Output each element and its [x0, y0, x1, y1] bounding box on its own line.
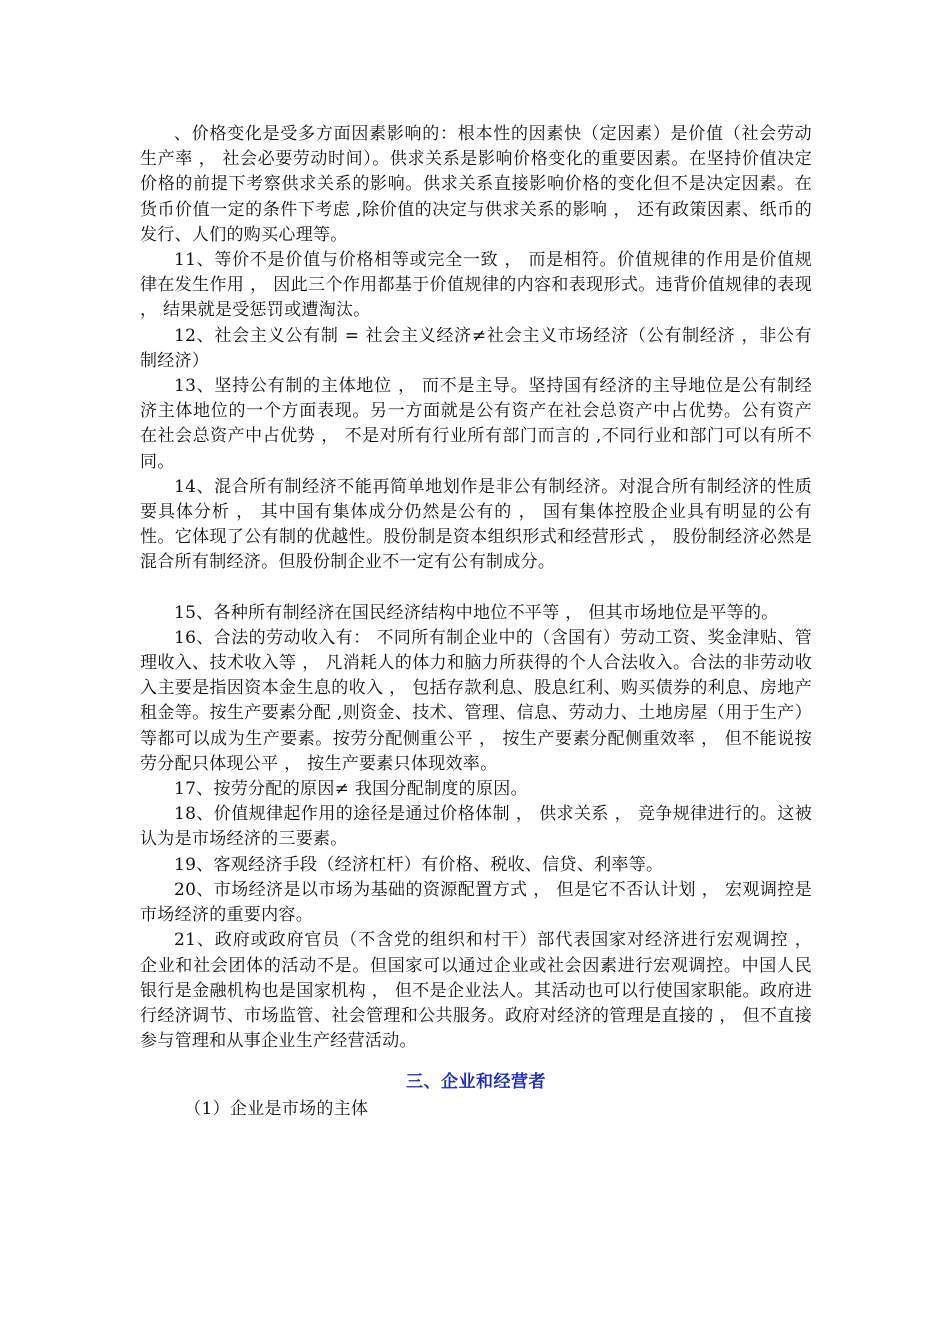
sub-item: （1）企业是市场的主体 [184, 1099, 369, 1120]
paragraph-20: 20、市场经济是以市场为基础的资源配置方式 ， 但是它不否认计划 ， 宏观调控是市场经济的重要内容。 [140, 879, 812, 926]
paragraph-13: 13、坚持公有制的主体地位 ， 而不是主导。坚持国有经济的主导地位是公有制经济主体地位的一个方面表现。另一方面就是公有资产在社会总资产中占优势。公有资产在社会总资产中占优势 ， 不是对所有行业所有部门而言的 ,不同行业和部门可以有所不同。 [140, 376, 812, 472]
paragraph-10: 、价格变化是受多方面因素影响的：根本性的因素快（定因素）是价值（社会劳动生产率 ， 社会必要劳动时间）。供求关系是影响价格变化的重要因素。在坚持价值决定价格的前提下考察供求关系的影响。供求关系直接影响价格的变化但不是决定因素。在货币价值一定的条件下考虑 ,除价值的决定与供求关系的影响 ， 还有政策因素、纸币的发行、人们的购买心理等。 [140, 124, 812, 245]
paragraph-18: 18、价值规律起作用的途径是通过价格体制 ， 供求关系 ， 竞争规律进行的。这被认为是市场经济的三要素。 [140, 804, 812, 850]
paragraph-16: 16、合法的劳动收入有： 不同所有制企业中的（含国有）劳动工资、奖金津贴、管理收入、技术收入等 ， 凡消耗人的体力和脑力所获得的个人合法收入。合法的非劳动收入主要是指因资本金生息的收入 ， 包括存款利息、股息红利、购买债券的利息、房地产租金等。按生产要素分配 ,则资金、技术、管理、信息、劳动力、土地房屋（用于生产）等都可以成为生产要素。按劳分配侧重公平 ， 按生产要素分配侧重效率 ， 但不能说按劳分配只体现公平 ， 按生产要素只体现效率。 [140, 627, 812, 774]
paragraph-21: 21、政府或政府官员（不含党的组织和村干）部代表国家对经济进行宏观调控 ， 企业和社会团体的活动不是。但国家可以通过企业或社会因素进行宏观调控。中国人民银行是金融机构也是国家机构 ， 但不是企业法人。其活动也可以行使国家职能。政府进行经济调节、市场监管、社会管理和公共服务。政府对经济的管理是直接的 ， 但不直接参与管理和从事企业生产经营活动。 [140, 930, 812, 1052]
paragraph-17: 17、按劳分配的原因≠ 我国分配制度的原因。 [174, 779, 528, 800]
document-page [140, 122, 812, 1122]
paragraph-15: 15、各种所有制经济在国民经济结构中地位不平等 ， 但其市场地位是平等的。 [174, 602, 779, 623]
paragraph-14: 14、混合所有制经济不能再简单地划作是非公有制经济。对混合所有制经济的性质要具体分析 ， 其中国有集体成分仍然是公有的 ， 国有集体控股企业具有明显的公有性。它体现了公有制的优越性。股份制是资本组织形式和经营形式 ， 股份制经济必然是混合所有制经济。但股份制企业不一定有公有制成分。 [140, 476, 812, 573]
paragraph-11: 11、等价不是价值与价格相等或完全一致 ， 而是相符。价值规律的作用是价值规律在发生作用 ， 因此三个作用都基于价值规律的内容和表现形式。违背价值规律的表现 ， 结果就是受惩罚或遭淘汰。 [140, 250, 812, 321]
paragraph-19: 19、客观经济手段（经济杠杆）有价格、税收、信贷、利率等。 [174, 854, 664, 875]
paragraph-gap [140, 576, 812, 601]
section-heading: 三、企业和经营者 [406, 1072, 546, 1093]
paragraph-12: 12、社会主义公有制 = 社会主义经济≠社会主义市场经济（公有制经济 ，非公有制经济） [140, 325, 812, 371]
